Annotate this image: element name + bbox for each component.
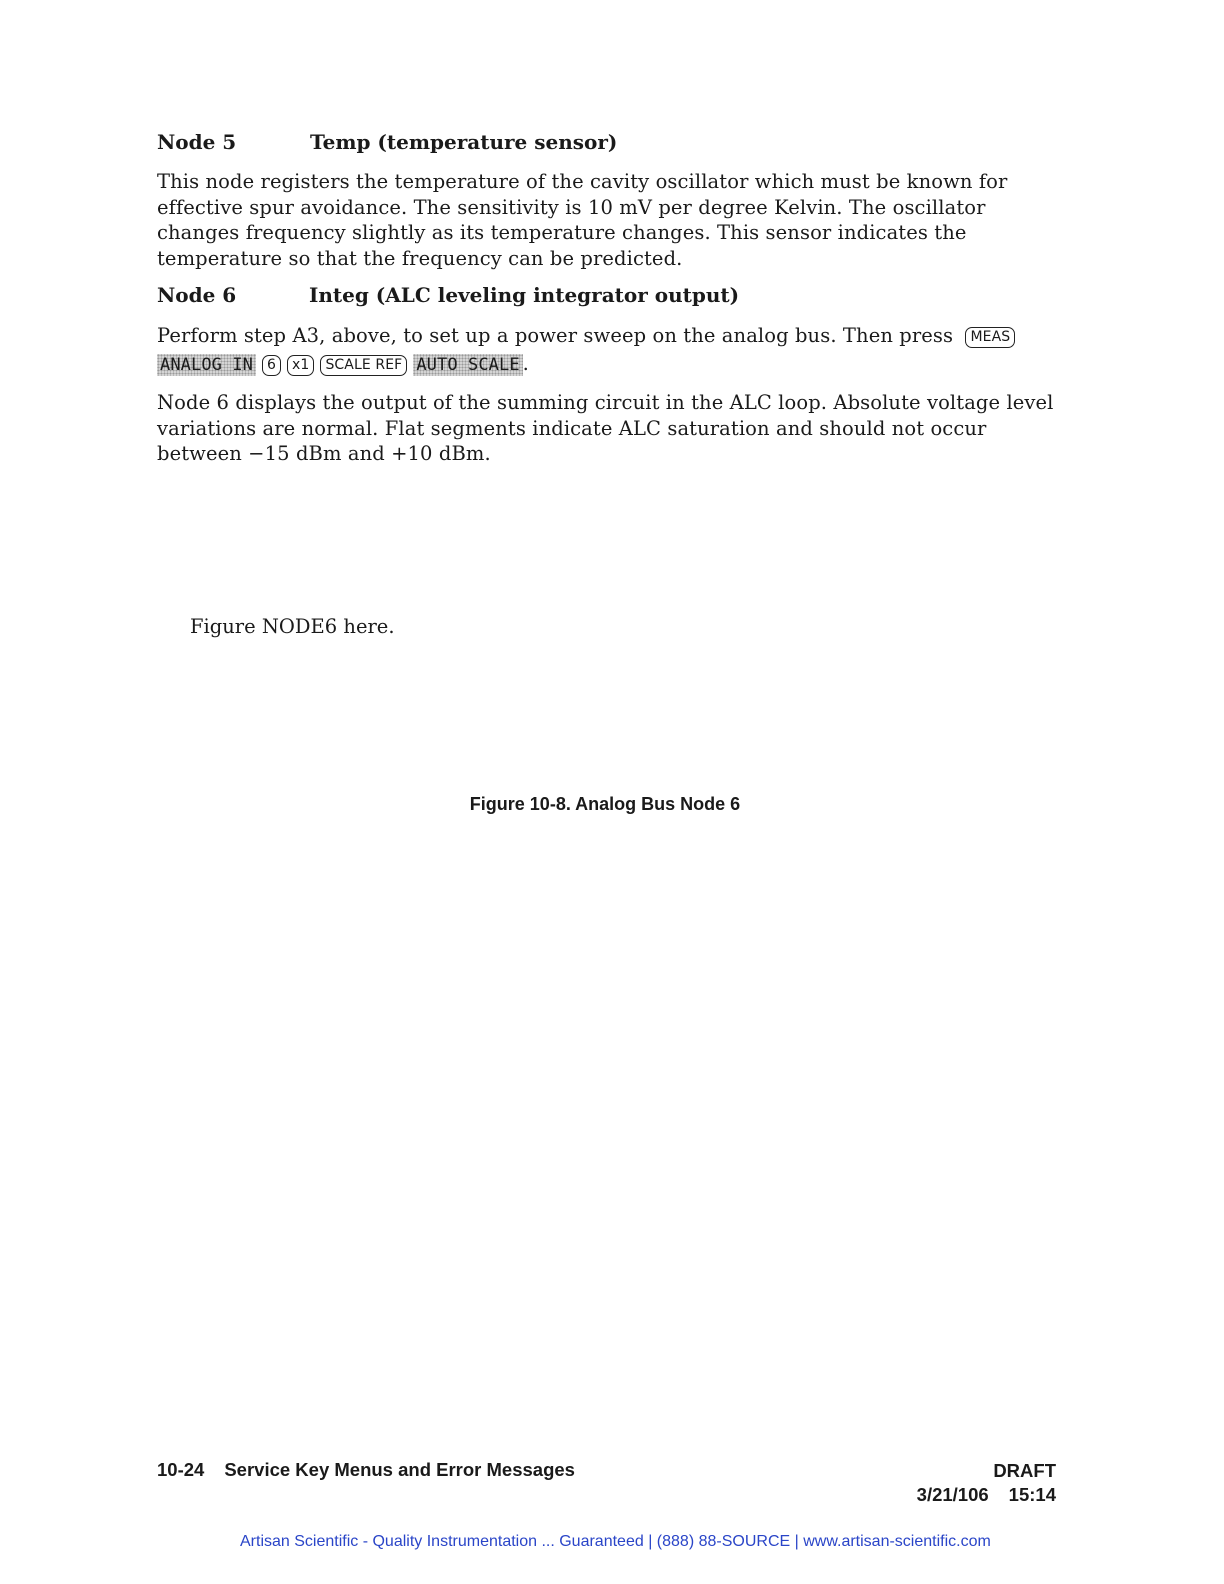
node6-body: Node 6 displays the output of the summing circuit in the ALC loop. Absolute voltage level variations are normal. Flat segments indicate ALC saturation and should not occur between −15 dBm and +10 dBm. [157, 391, 1054, 465]
footer-time: 15:14 [1008, 1484, 1056, 1505]
node5-body: This node registers the temperature of the cavity oscillator which must be known for effective spur avoidance. The sensitivity is 10 mV per degree Kelvin. The oscillator changes frequency slightly as its temperature changes. This sensor indicates the temperature so that the frequency can be predicted. [157, 170, 1008, 270]
figure-placeholder: Figure NODE6 here. [190, 615, 395, 638]
node6-instruction [157, 322, 1057, 379]
footer-status: DRAFT [993, 1460, 1056, 1481]
node5-label: Node 5 [157, 130, 237, 154]
meas-key: MEAS [965, 327, 1015, 348]
x1-key: x1 [287, 355, 314, 376]
footer-draft-info [917, 1459, 1056, 1507]
six-key: 6 [262, 355, 281, 376]
scale-ref-key: SCALE REF [320, 355, 407, 376]
node5-heading [157, 130, 236, 154]
node6-label: Node 6 [157, 283, 237, 307]
node5-title: Temp (temperature sensor) [310, 130, 618, 154]
analog-in-softkey: ANALOG IN [157, 354, 256, 376]
footer-section: Service Key Menus and Error Messages [224, 1459, 575, 1480]
node6-heading [157, 283, 236, 307]
auto-scale-softkey: AUTO SCALE [413, 354, 522, 376]
instruction-period: . [522, 352, 529, 375]
node5-paragraph [157, 169, 1057, 271]
node6-paragraph [157, 390, 1057, 467]
instruction-text: Perform step A3, above, to set up a power sweep on the analog bus. Then press [157, 324, 954, 347]
figure-caption: Figure 10-8. Analog Bus Node 6 [469, 794, 741, 814]
footer-link[interactable]: Artisan Scientific - Quality Instrumentation ... Guaranteed | (888) 88-SOURCE | www.artisan-scientific.com [240, 1533, 991, 1550]
footer-page-info [157, 1459, 575, 1481]
footer-page-ref: 10-24 [157, 1459, 205, 1480]
node6-title: Integ (ALC leveling integrator output) [309, 283, 740, 307]
footer-date: 3/21/106 [916, 1484, 989, 1505]
